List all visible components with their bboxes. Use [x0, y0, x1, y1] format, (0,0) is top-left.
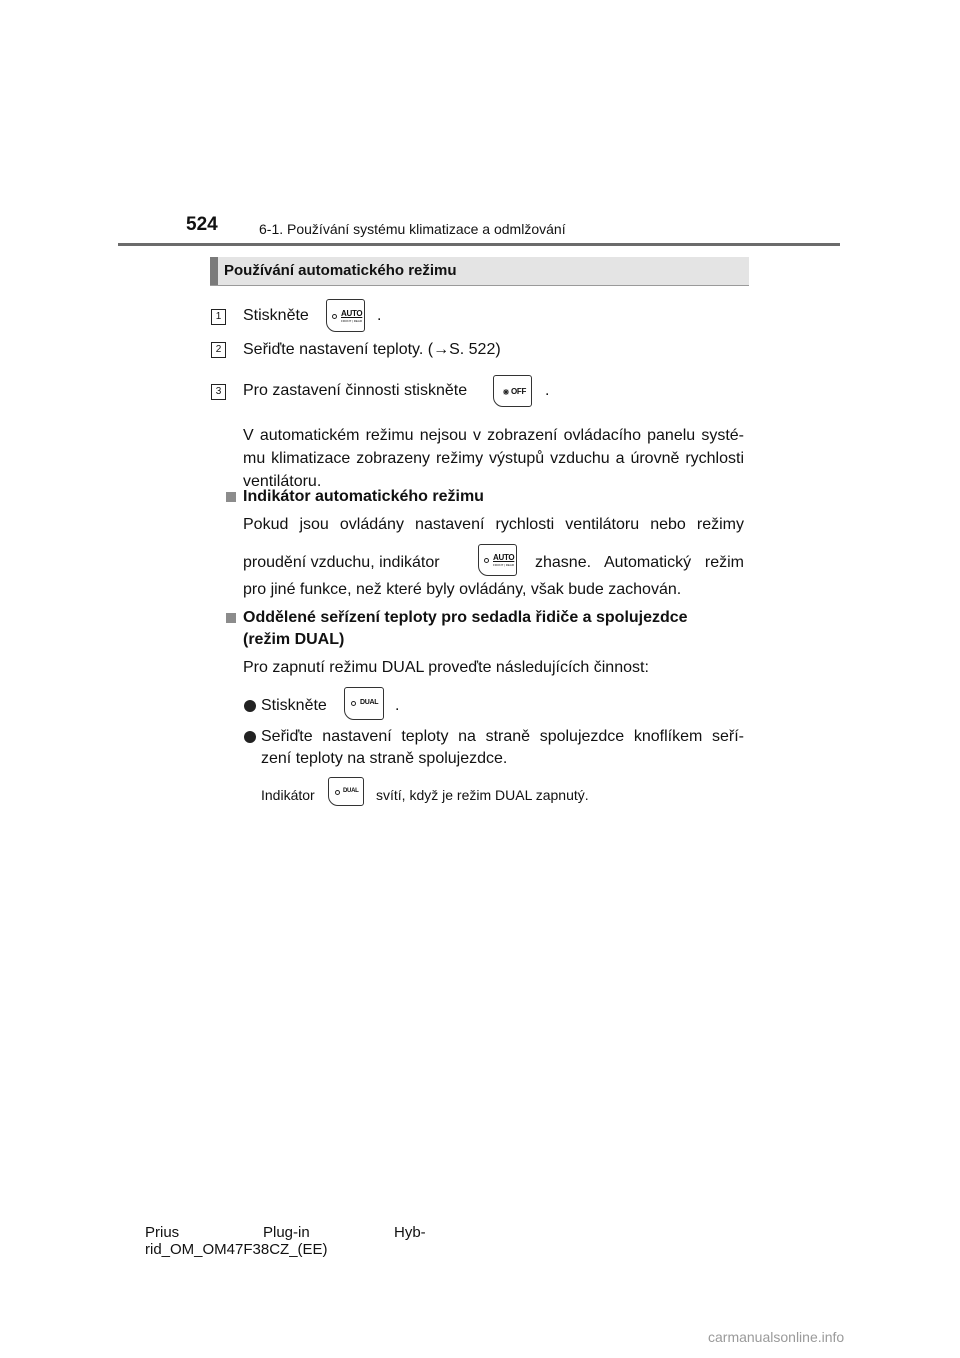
subsection-2-title-line-2: (režim DUAL) [243, 631, 345, 648]
footer-line-1c: Hyb- [394, 1224, 426, 1241]
subsection-1-line-3: pro jiné funkce, než které byly ovládány, však bude zachován. [243, 581, 682, 598]
subsection-2-intro: Pro zapnutí režimu DUAL proveďte následujících činnost: [243, 659, 649, 676]
footer-line-1b: Plug-in [263, 1224, 310, 1241]
dual-indicator-label: DUAL [343, 788, 359, 794]
footer-line-2: rid_OM_OM47F38CZ_(EE) [145, 1241, 328, 1258]
step-3-text: Pro zastavení činnosti stiskněte [243, 382, 468, 399]
bullet-2-line-1: Seřiďte nastavení teploty na straně spolujezdce knoflíkem seří- [261, 728, 744, 745]
off-button-label: OFF [510, 387, 527, 396]
subsection-1-line-2b: zhasne. Automatický režim [535, 554, 744, 571]
round-bullet-icon [244, 731, 256, 743]
chapter-title: 6-1. Používání systému klimatizace a odmlžování [259, 221, 566, 237]
step-3-period: . [545, 382, 550, 399]
page-number: 524 [186, 214, 218, 235]
dual-button-icon [344, 687, 384, 720]
auto-button-sublabel: FRONT | REAR [341, 319, 363, 323]
step-2-text: Seřiďte nastavení teploty. (→S. 522) [243, 341, 501, 358]
section-banner [210, 257, 749, 286]
auto-indicator-sublabel: FRONT | REAR [493, 563, 515, 567]
paragraph-1-line-3: ventilátoru. [243, 473, 322, 490]
auto-indicator-label: AUTO [493, 553, 515, 562]
round-bullet-icon [244, 700, 256, 712]
footer-line-1a: Prius [145, 1224, 180, 1241]
square-bullet-icon [226, 492, 236, 502]
bullet-1-text: Stiskněte [261, 697, 327, 714]
subsection-1-title: Indikátor automatického režimu [243, 488, 484, 505]
subsection-1-line-1: Pokud jsou ovládány nastavení rychlosti ventilátoru nebo režimy [243, 516, 744, 533]
section-banner-bar [210, 257, 218, 285]
step-1-period: . [377, 307, 382, 324]
fan-icon [503, 389, 509, 395]
watermark: carmanualsonline.info [708, 1329, 845, 1345]
note-text-b: svítí, když je režim DUAL zapnutý. [376, 787, 589, 803]
dual-indicator-icon [328, 777, 364, 806]
off-button-icon [493, 375, 532, 407]
dual-button-label: DUAL [360, 699, 379, 706]
section-title: Používání automatického režimu [224, 262, 457, 279]
subsection-2-title-line-1: Oddělené seřízení teploty pro sedadla řidiče a spolujezdce [243, 609, 688, 626]
paragraph-1-line-1: V automatickém režimu nejsou v zobrazení ovládacího panelu systé- [243, 427, 744, 444]
step-number-1: 1 [211, 309, 226, 325]
subsection-1-line-2a: proudění vzduchu, indikátor [243, 554, 440, 571]
step-number-2: 2 [211, 342, 226, 358]
square-bullet-icon [226, 613, 236, 623]
bullet-1-period: . [395, 697, 400, 714]
bullet-2-line-2: zení teploty na straně spolujezdce. [261, 750, 508, 767]
note-text-a: Indikátor [261, 787, 315, 803]
step-number-3: 3 [211, 384, 226, 400]
step-1-text: Stiskněte [243, 307, 309, 324]
auto-indicator-icon [478, 544, 517, 576]
auto-button-label: AUTO [341, 309, 363, 318]
header-rule [118, 243, 840, 246]
auto-button-icon [326, 299, 365, 332]
paragraph-1-line-2: mu klimatizace zobrazeny režimy výstupů vzduchu a úrovně rychlosti [243, 450, 744, 467]
